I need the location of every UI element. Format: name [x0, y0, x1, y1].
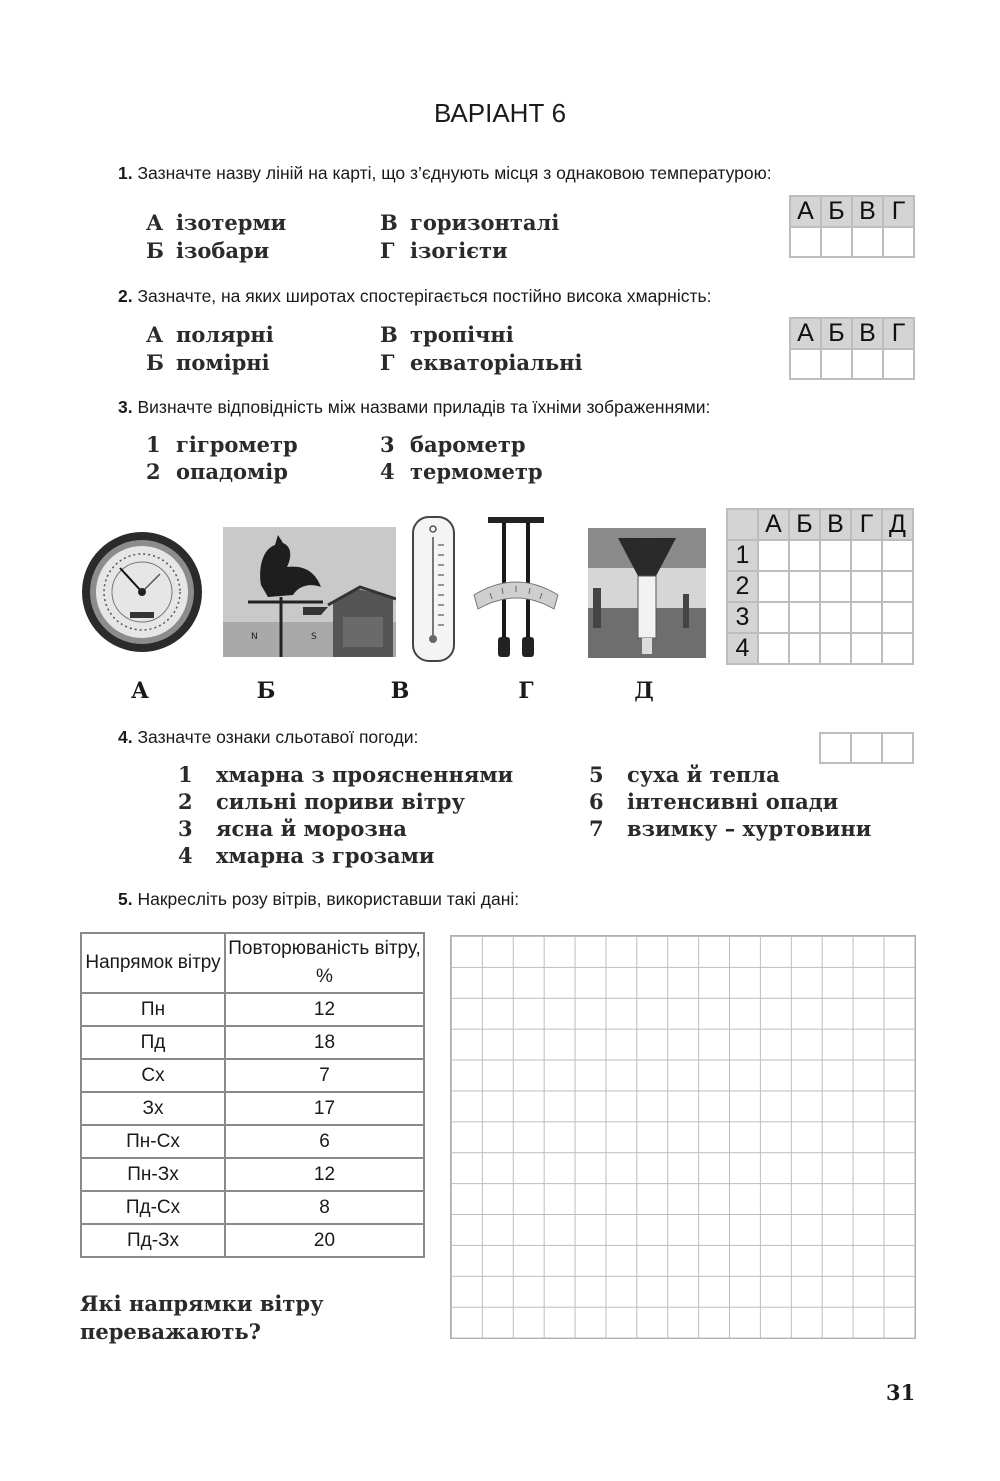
q4-option-6[interactable]: 6 інтенсивні опади — [589, 789, 839, 814]
grid-row-header: 1 — [727, 540, 758, 571]
q4-answer-boxes — [819, 732, 914, 764]
q2-number: 2. — [118, 286, 133, 306]
frequency-cell: 7 — [225, 1059, 424, 1092]
table-row — [81, 1125, 424, 1158]
direction-cell: Пд-Сх — [81, 1191, 225, 1224]
q3-option-2[interactable]: 2 опадомір — [146, 459, 288, 484]
answer-cell[interactable] — [789, 633, 820, 664]
table-row — [81, 1092, 424, 1125]
image-label-a: А — [131, 678, 149, 704]
answer-cell[interactable] — [758, 602, 789, 633]
q4-option-3[interactable]: 3 ясна й морозна — [178, 816, 407, 841]
direction-cell: Пн-Сх — [81, 1125, 225, 1158]
table-row — [81, 1224, 424, 1257]
barometer-icon — [80, 530, 204, 654]
thermometer-icon — [411, 515, 456, 663]
q4-option-1[interactable]: 1 хмарна з проясненнями — [178, 762, 514, 787]
q1-option-a[interactable]: А ізотерми — [146, 210, 287, 235]
frequency-cell: 18 — [225, 1026, 424, 1059]
rain-gauge-icon — [588, 528, 706, 658]
frequency-cell: 12 — [225, 993, 424, 1026]
q3-prompt — [118, 397, 710, 418]
q1-option-g[interactable]: Г ізогієти — [380, 238, 508, 263]
direction-cell: Пд — [81, 1026, 225, 1059]
grid-row-header: 2 — [727, 571, 758, 602]
hygrometer-icon — [470, 513, 562, 665]
q4-text: Зазначте ознаки сльотавої погоди: — [137, 727, 419, 747]
answer-cell[interactable] — [758, 540, 789, 571]
answer-cell[interactable] — [852, 227, 883, 257]
grid-header: Б — [821, 318, 852, 349]
answer-cell[interactable] — [789, 602, 820, 633]
grid-header: А — [790, 196, 821, 227]
grid-header: Д — [882, 509, 913, 540]
answer-cell[interactable] — [851, 540, 882, 571]
q5-text: Накресліть розу вітрів, використавши такі дані: — [137, 889, 520, 909]
answer-cell[interactable] — [790, 227, 821, 257]
answer-cell[interactable] — [851, 633, 882, 664]
q4-option-7[interactable]: 7 взимку – хуртовини — [589, 816, 872, 841]
q3-answer-grid — [726, 508, 914, 665]
table-row — [81, 993, 424, 1026]
answer-cell[interactable] — [851, 571, 882, 602]
table-row — [81, 1191, 424, 1224]
table-row — [81, 1158, 424, 1191]
q4-option-2[interactable]: 2 сильні пориви вітру — [178, 789, 465, 814]
answer-cell[interactable] — [851, 733, 882, 763]
answer-cell[interactable] — [882, 571, 913, 602]
q5-followup-question: Які напрямки вітру переважають? — [80, 1291, 324, 1344]
image-label-d: Д — [634, 678, 654, 704]
frequency-cell: 20 — [225, 1224, 424, 1257]
answer-cell[interactable] — [790, 349, 821, 379]
grid-row-header: 3 — [727, 602, 758, 633]
q4-option-4[interactable]: 4 хмарна з грозами — [178, 843, 435, 868]
image-label-g: Г — [518, 678, 534, 704]
q3-text: Визначте відповідність між назвами приладів та їхніми зображеннями: — [137, 397, 711, 417]
answer-cell[interactable] — [820, 633, 851, 664]
grid-header: Б — [821, 196, 852, 227]
page-title: ВАРІАНТ 6 — [433, 98, 567, 128]
q2-option-g[interactable]: Г екваторіальні — [380, 350, 583, 375]
q1-text: Зазначте назву ліній на карті, що з’єднують місця з однаковою температурою: — [137, 163, 772, 183]
table-row — [81, 1059, 424, 1092]
image-label-b: Б — [256, 678, 276, 704]
answer-cell[interactable] — [820, 733, 851, 763]
answer-cell[interactable] — [851, 602, 882, 633]
drawing-grid[interactable] — [450, 935, 916, 1339]
q1-option-v[interactable]: В горизонталі — [380, 210, 560, 235]
answer-cell[interactable] — [820, 540, 851, 571]
page-number: 31 — [886, 1380, 916, 1405]
grid-header: Г — [883, 196, 914, 227]
q5-prompt — [118, 889, 519, 910]
svg-text:S: S — [311, 632, 317, 642]
direction-cell: Пн — [81, 993, 225, 1026]
answer-cell[interactable] — [821, 349, 852, 379]
q1-answer-grid — [789, 195, 915, 258]
q2-option-b[interactable]: Б помірні — [146, 350, 270, 375]
frequency-cell: 17 — [225, 1092, 424, 1125]
direction-cell: Зх — [81, 1092, 225, 1125]
answer-cell[interactable] — [758, 633, 789, 664]
answer-cell[interactable] — [820, 571, 851, 602]
answer-cell[interactable] — [789, 540, 820, 571]
frequency-cell: 8 — [225, 1191, 424, 1224]
frequency-cell: 6 — [225, 1125, 424, 1158]
grid-header: Г — [883, 318, 914, 349]
answer-cell[interactable] — [852, 349, 883, 379]
answer-cell[interactable] — [882, 540, 913, 571]
q4-number: 4. — [118, 727, 133, 747]
wind-data-table — [80, 932, 425, 1258]
q5-number: 5. — [118, 889, 133, 909]
answer-cell[interactable] — [820, 602, 851, 633]
grid-header: В — [852, 318, 883, 349]
q1-option-b[interactable]: Б ізобари — [146, 238, 270, 263]
grid-header: Б — [789, 509, 820, 540]
col-header-direction: Напрямок вітру — [81, 933, 225, 993]
table-row — [81, 1026, 424, 1059]
col-header-frequency: Повторюваність вітру, % — [225, 933, 424, 993]
q4-option-5[interactable]: 5 суха й тепла — [589, 762, 780, 787]
answer-cell[interactable] — [882, 733, 913, 763]
answer-cell[interactable] — [883, 227, 914, 257]
answer-cell[interactable] — [882, 602, 913, 633]
q2-answer-grid — [789, 317, 915, 380]
direction-cell: Сх — [81, 1059, 225, 1092]
grid-header: В — [852, 196, 883, 227]
q4-prompt — [118, 727, 418, 748]
answer-cell[interactable] — [821, 227, 852, 257]
answer-cell[interactable] — [758, 571, 789, 602]
q2-text: Зазначте, на яких широтах спостерігається постійно висока хмарність: — [137, 286, 712, 306]
q2-option-v[interactable]: В тропічні — [380, 322, 514, 347]
grid-header: В — [820, 509, 851, 540]
q2-option-a[interactable]: А полярні — [146, 322, 274, 347]
answer-cell[interactable] — [789, 571, 820, 602]
grid-row-header: 4 — [727, 633, 758, 664]
weather-vane-icon — [223, 527, 396, 657]
q3-number: 3. — [118, 397, 133, 417]
direction-cell: Пн-Зх — [81, 1158, 225, 1191]
grid-header: А — [790, 318, 821, 349]
q2-prompt — [118, 286, 711, 307]
q3-option-1[interactable]: 1 гігрометр — [146, 432, 298, 457]
direction-cell: Пд-Зх — [81, 1224, 225, 1257]
frequency-cell: 12 — [225, 1158, 424, 1191]
image-label-v: В — [390, 678, 410, 704]
q3-option-4[interactable]: 4 термометр — [380, 459, 543, 484]
grid-header: Г — [851, 509, 882, 540]
answer-cell[interactable] — [882, 633, 913, 664]
grid-header: А — [758, 509, 789, 540]
q3-option-3[interactable]: 3 барометр — [380, 432, 526, 457]
svg-text:N: N — [251, 632, 258, 642]
q1-number: 1. — [118, 163, 133, 183]
q1-prompt — [118, 163, 772, 184]
answer-cell[interactable] — [883, 349, 914, 379]
